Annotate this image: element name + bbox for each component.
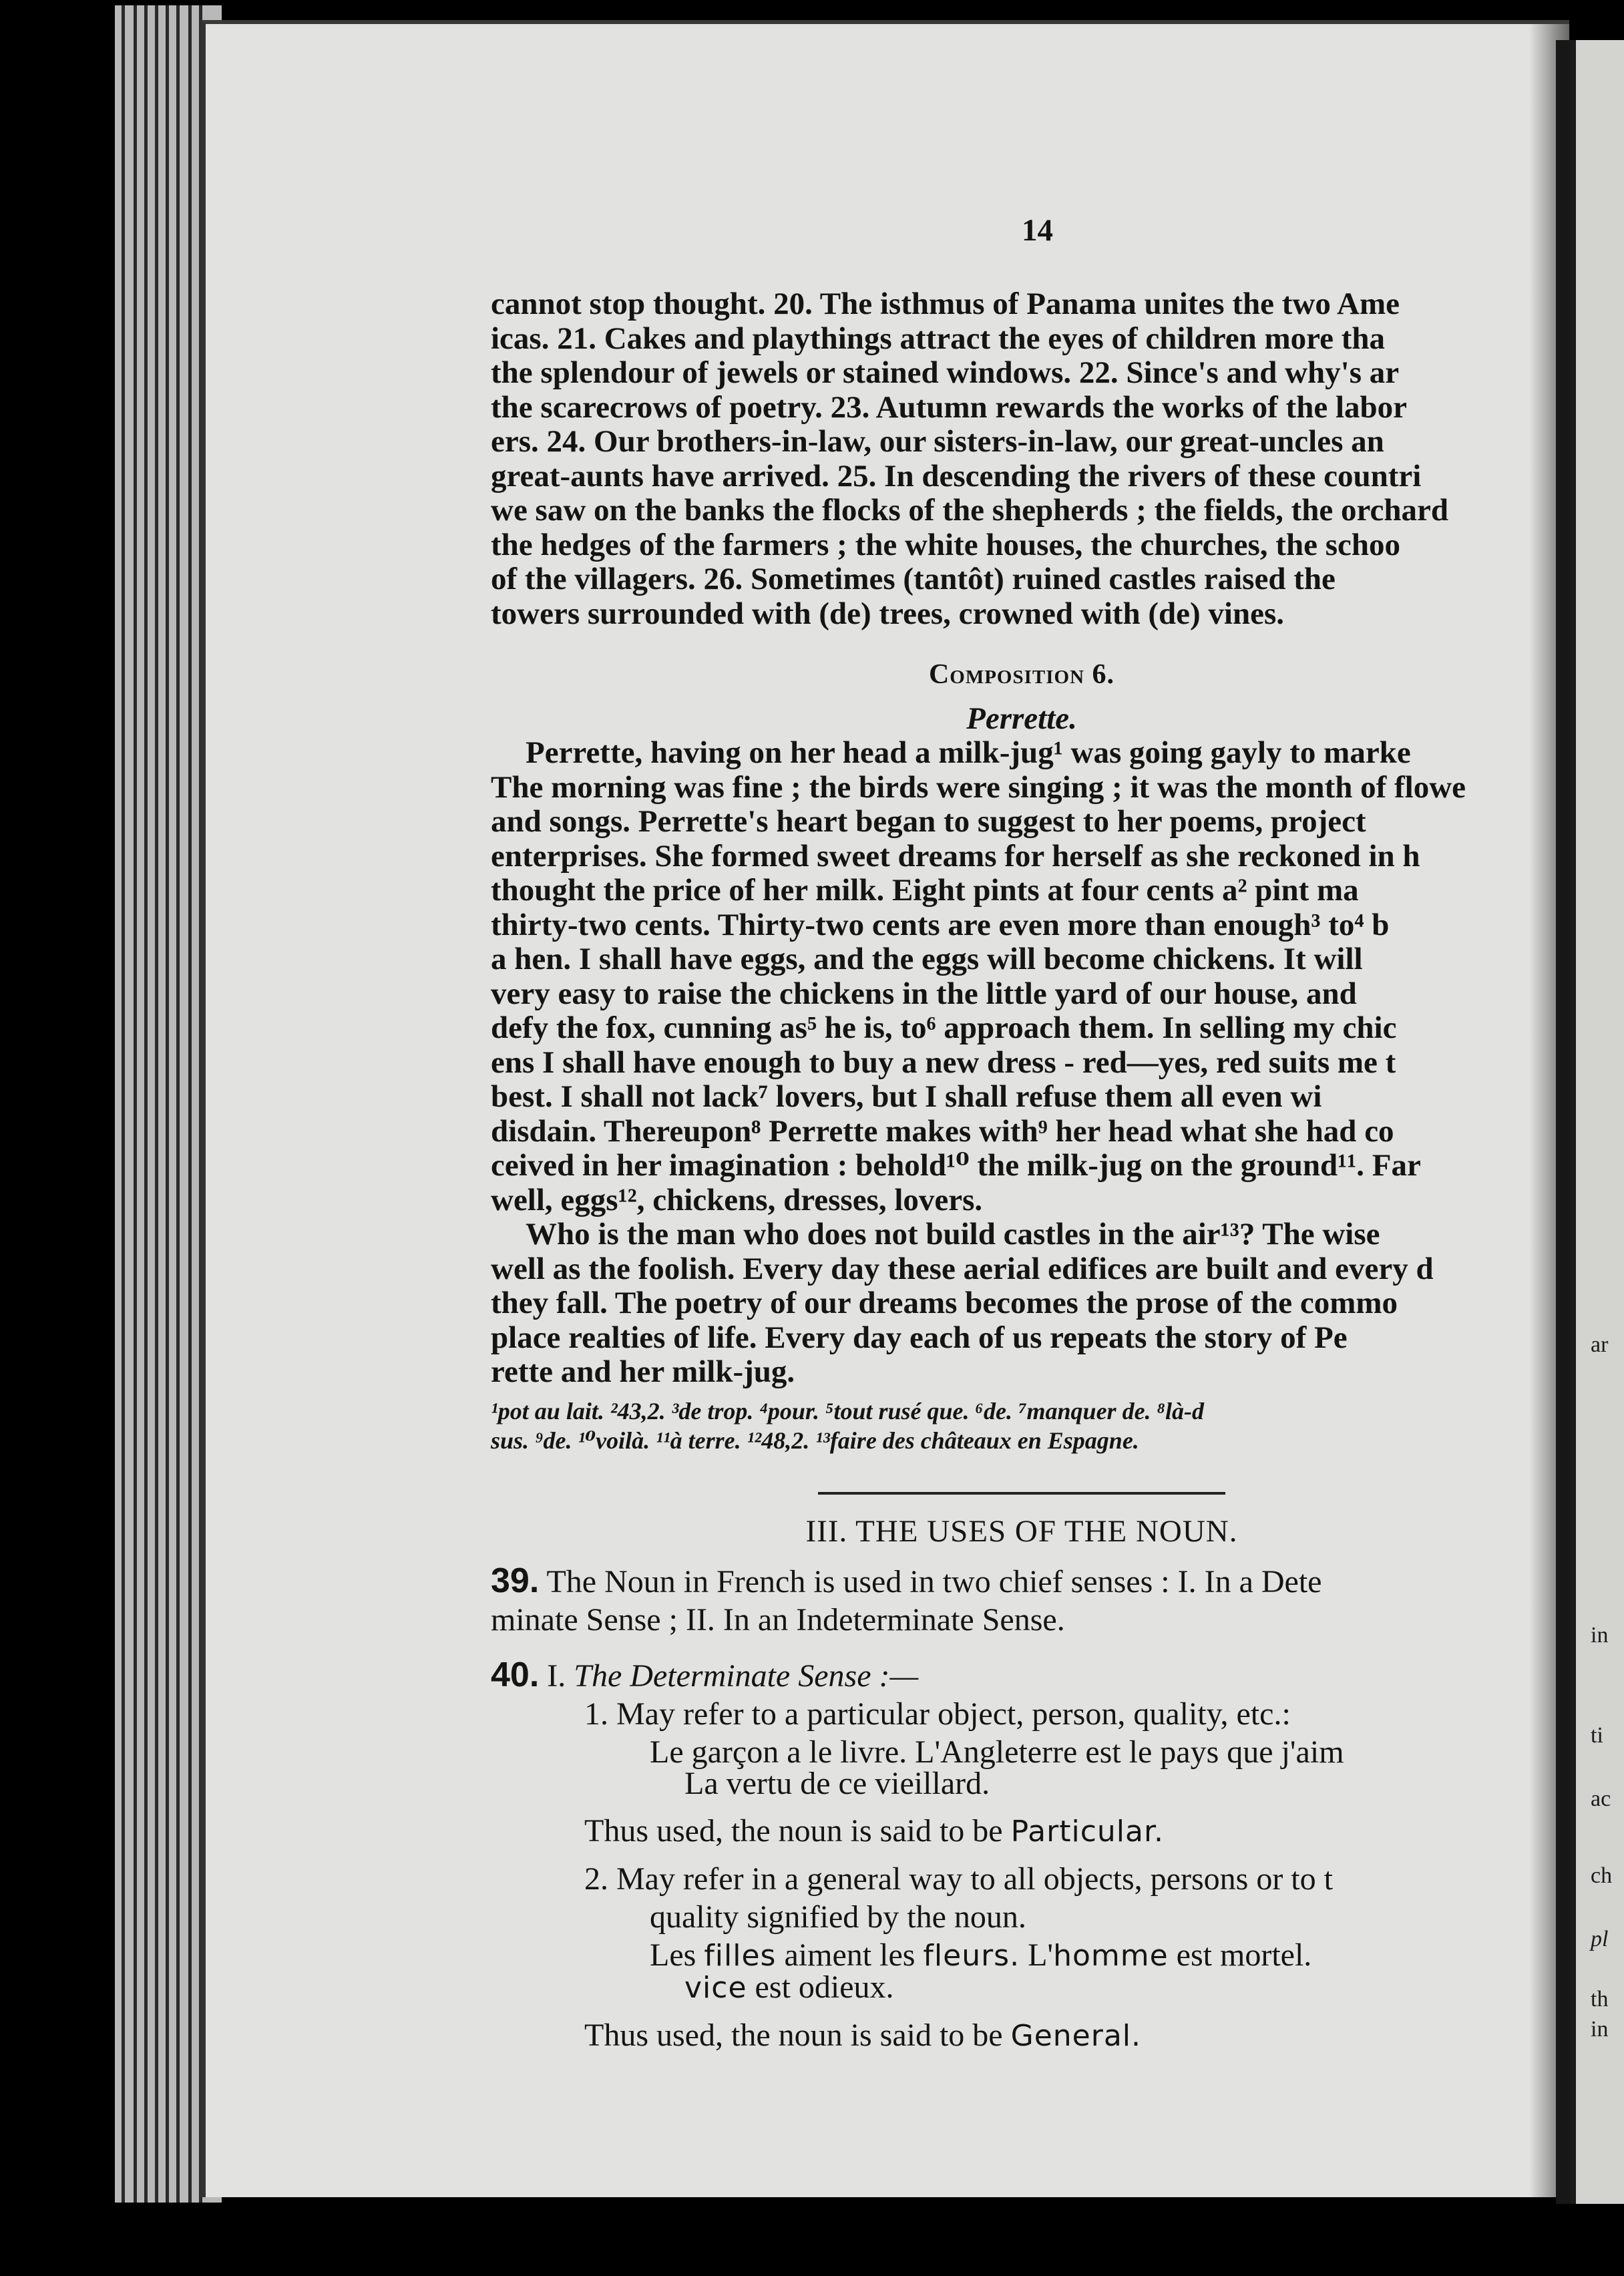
item-text: May refer to a particular object, person, quality, etc.:	[616, 1696, 1291, 1732]
subheading: The Determinate Sense :—	[574, 1658, 919, 1694]
exercise-line: icas. 21. Cakes and playthings attract the eyes of children more tha	[491, 321, 1386, 356]
exercise-line: the splendour of jewels or stained windows. 22. Since's and why's ar	[491, 355, 1400, 390]
page-edge-line	[122, 5, 125, 2203]
paragraph-text: The Noun in French is used in two chief senses : I. In a Dete	[546, 1564, 1322, 1599]
paragraph-40	[491, 1656, 1553, 2055]
item-text: May refer in a general way to all objects, persons or to t	[616, 1861, 1333, 1897]
exercise-line: cannot stop thought. 20. The isthmus of Panama unites the two Ame	[491, 287, 1400, 321]
composition-heading: Composition 6.	[928, 659, 1115, 690]
story-title: Perrette.	[966, 701, 1077, 736]
section-divider	[818, 1492, 1225, 1495]
story-line: The morning was fine ; the birds were singing ; it was the month of flowe	[491, 769, 1466, 805]
edge-fragment: ac	[1591, 1786, 1611, 1811]
definition-text: Thus used, the noun is said to be	[584, 1813, 1011, 1849]
example-text: L'	[1020, 1937, 1054, 1973]
exercise-block	[491, 287, 1553, 631]
story-line: best. I shall not lack⁷ lovers, but I shall refuse them all even wi	[491, 1079, 1322, 1114]
story-line: rette and her milk-jug.	[491, 1354, 795, 1389]
paragraph-number: 40.	[491, 1656, 540, 1694]
story-line: Perrette, having on her head a milk-jug¹ was going gayly to marke	[526, 735, 1411, 770]
page-edge-line	[134, 5, 137, 2203]
exercise-line: we saw on the banks the flocks of the shepherds ; the fields, the orchard	[491, 493, 1448, 528]
book-spine	[1556, 40, 1569, 2204]
story-line: thought the price of her milk. Eight pints at four cents a² pint ma	[491, 873, 1359, 908]
item-number: 2.	[584, 1861, 608, 1897]
page-edge-line	[188, 5, 192, 2203]
paragraph-number: 39.	[491, 1561, 540, 1600]
term-general: General.	[1010, 2019, 1141, 2053]
item-number: 1.	[584, 1696, 608, 1732]
example-line: La vertu de ce vieillard.	[684, 1766, 990, 1801]
paragraph-39	[491, 1562, 1553, 1639]
story-paragraph-1	[491, 736, 1553, 1217]
page-number: 14	[1022, 213, 1053, 248]
story-line: thirty-two cents. Thirty-two cents are even more than enough³ to⁴ b	[491, 907, 1390, 942]
story-line: well as the foolish. Every day these aerial edifices are built and every d	[491, 1251, 1434, 1286]
exercise-line: the scarecrows of poetry. 23. Autumn rewards the works of the labor	[491, 389, 1408, 425]
exercise-line: ers. 24. Our brothers-in-law, our sisters-in-law, our great-uncles an	[491, 424, 1384, 459]
page-content	[491, 287, 1553, 2055]
footnote-line: sus. ⁹de. ¹⁰voilà. ¹¹à terre. ¹²48,2. ¹³faire des châteaux en Espagne.	[491, 1427, 1139, 1454]
roman-numeral: I.	[547, 1658, 566, 1694]
exercise-line: great-aunts have arrived. 25. In descending the rivers of these countri	[491, 458, 1422, 494]
footnotes	[491, 1396, 1553, 1455]
term-particular: Particular.	[1010, 1815, 1164, 1849]
footnote-line: ¹pot au lait. ²43,2. ³de trop. ⁴pour. ⁵tout rusé que. ⁶de. ⁷manquer de. ⁸là-d	[491, 1397, 1205, 1425]
example-line: Le garçon a le livre. L'Angleterre est le pays que j'aim	[650, 1734, 1344, 1770]
story-line: very easy to raise the chickens in the little yard of our house, and	[491, 976, 1357, 1011]
edge-fragment: pl	[1591, 1927, 1609, 1951]
exercise-line: of the villagers. 26. Sometimes (tantôt) ruined castles raised the	[491, 562, 1336, 596]
example-text: aiment les	[776, 1937, 924, 1973]
exercise-line: the hedges of the farmers ; the white houses, the churches, the schoo	[491, 527, 1400, 562]
story-line: they fall. The poetry of our dreams becomes the prose of the commo	[491, 1286, 1398, 1320]
story-line: ens I shall have enough to buy a new dress - red—yes, red suits me t	[491, 1045, 1396, 1080]
edge-fragment: ar	[1591, 1332, 1609, 1357]
edge-fragment: in	[1591, 2017, 1609, 2042]
story-line: and songs. Perrette's heart began to suggest to her poems, project	[491, 804, 1366, 839]
edge-fragment: in	[1591, 1623, 1609, 1648]
story-line: a hen. I shall have eggs, and the eggs will become chickens. It will	[491, 942, 1363, 976]
page-edge-line	[166, 5, 169, 2203]
story-line: disdain. Thereupon⁸ Perrette makes with⁹ her head what she had co	[491, 1113, 1394, 1149]
page-edge-line	[176, 5, 180, 2203]
edge-fragment: ti	[1591, 1723, 1603, 1748]
story-paragraph-2	[491, 1217, 1553, 1390]
story-line: well, eggs¹², chickens, dresses, lovers.	[491, 1182, 983, 1217]
example-emphasis: fleurs.	[923, 1939, 1020, 1973]
story-line: place realties of life. Every day each of us repeats the story of Pe	[491, 1320, 1348, 1355]
example-emphasis: vice	[684, 1971, 747, 2005]
story-line: Who is the man who does not build castles in the air¹³? The wise	[526, 1217, 1380, 1252]
definition-text: Thus used, the noun is said to be	[584, 2018, 1011, 2053]
item-text: quality signified by the noun.	[650, 1899, 1026, 1935]
edge-fragment: th	[1591, 1987, 1609, 2012]
exercise-line: towers surrounded with (de) trees, crowned with (de) vines.	[491, 596, 1284, 631]
edge-fragment: ch	[1591, 1863, 1613, 1888]
example-emphasis: homme	[1053, 1939, 1169, 1973]
page-edge-line	[144, 5, 148, 2203]
story-line: enterprises. She formed sweet dreams for herself as she reckoned in h	[491, 838, 1420, 874]
story-line: ceived in her imagination : behold¹⁰ the milk-jug on the ground¹¹. Far	[491, 1148, 1421, 1183]
paragraph-text: minate Sense ; II. In an Indeterminate Sense.	[491, 1602, 1065, 1638]
example-text: est odieux.	[747, 1969, 894, 2005]
section-heading: III. THE USES OF THE NOUN.	[805, 1513, 1238, 1549]
story-line: defy the fox, cunning as⁵ he is, to⁶ approach them. In selling my chic	[491, 1010, 1397, 1045]
page-edge-line	[155, 5, 158, 2203]
example-text: est mortel.	[1168, 1937, 1312, 1973]
example-emphasis: filles	[704, 1939, 777, 1973]
example-text: Les	[650, 1937, 704, 1973]
